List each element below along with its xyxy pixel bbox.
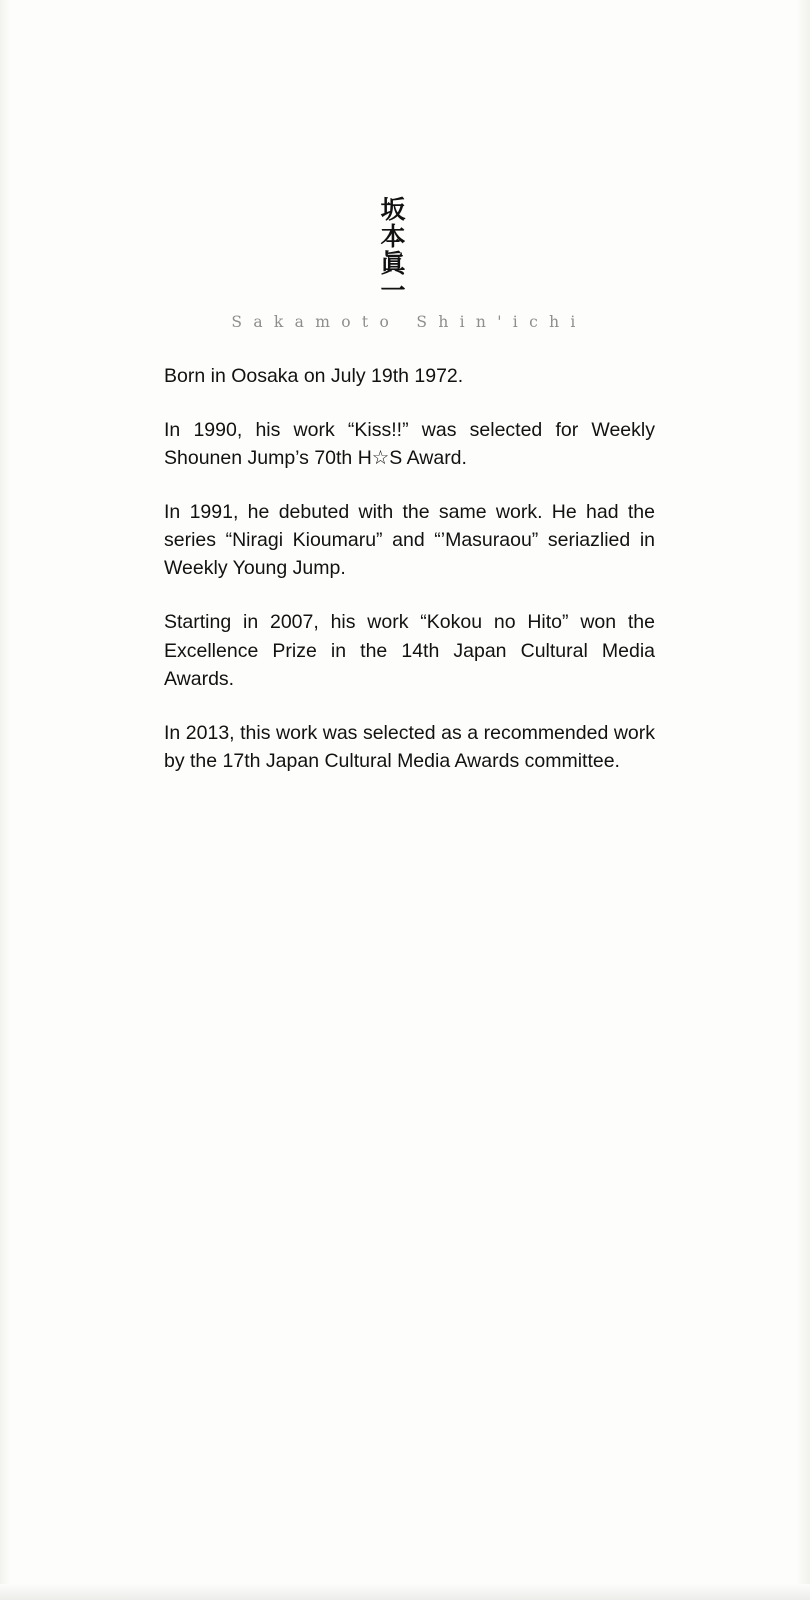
page-edge-bottom bbox=[0, 1584, 810, 1600]
author-name-char-1: 坂 bbox=[380, 195, 406, 224]
bio-paragraph: In 1990, his work “Kiss!!” was selected for Weekly Shounen Jump’s 70th H☆S Award. bbox=[164, 419, 655, 470]
bio-paragraph: Starting in 2007, his work “Kokou no Hito” won the Excellence Prize in the 14th Japan Cultural Media Awards. bbox=[164, 611, 655, 690]
author-name-char-4: 一 bbox=[380, 276, 406, 305]
author-name-japanese-vertical bbox=[372, 196, 414, 304]
page-edge-right bbox=[796, 0, 810, 1600]
author-name-char-3: 眞 bbox=[380, 249, 406, 278]
author-name-romaji: S a k a m o t o S h i n ' i c h i bbox=[231, 313, 579, 331]
author-biography bbox=[164, 362, 655, 775]
bio-paragraph: In 1991, he debuted with the same work. He had the series “Niragi Kioumaru” and “’Masuraou” seriazlied in Weekly Young Jump. bbox=[164, 501, 655, 580]
author-name-char-2: 本 bbox=[380, 222, 406, 251]
bio-paragraph: In 2013, this work was selected as a recommended work by the 17th Japan Cultural Media Awards committee. bbox=[164, 721, 655, 772]
bio-paragraph: Born in Oosaka on July 19th 1972. bbox=[164, 365, 464, 387]
page-edge-left bbox=[0, 0, 10, 1600]
